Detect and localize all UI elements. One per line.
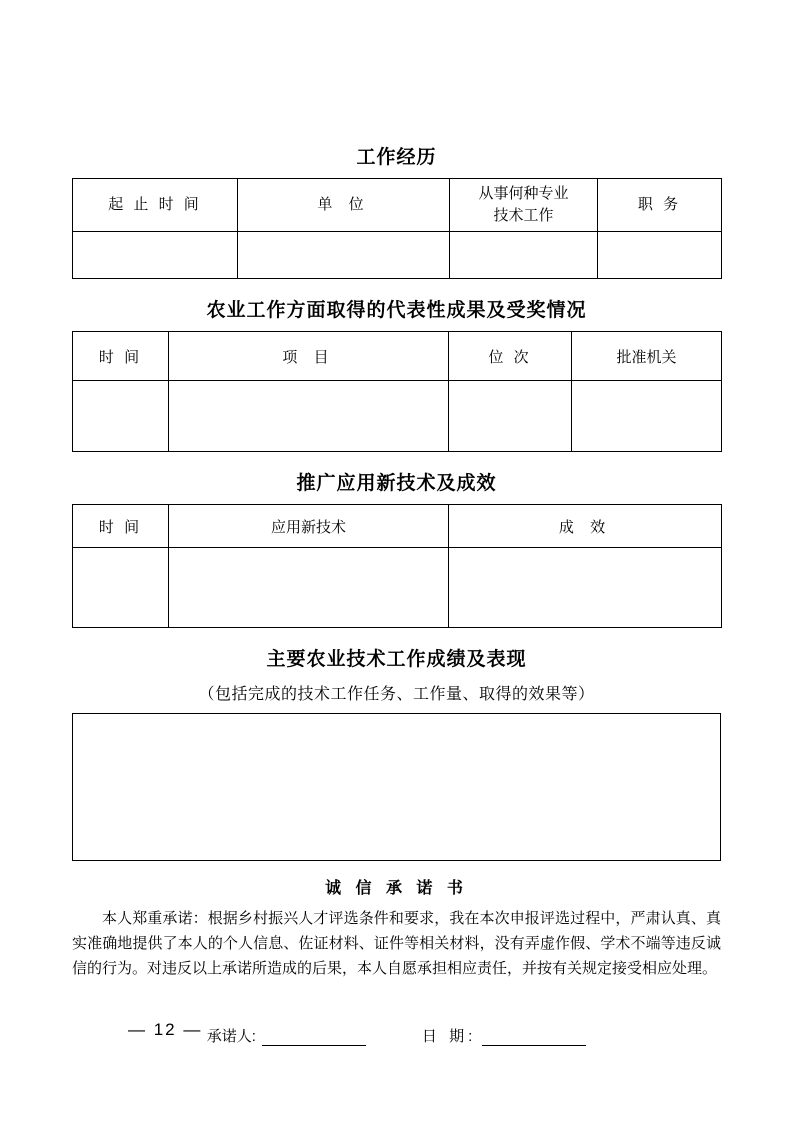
- cell-unit[interactable]: [238, 232, 450, 279]
- table-row: [73, 232, 722, 279]
- column-header-project: 项 目: [169, 332, 449, 381]
- pledge-paragraph: 本人郑重承诺：根据乡村振兴人才评选条件和要求，我在本次申报评选过程中，严肃认真、真实准确地提供了本人的个人信息、佐证材料、证件等相关材料，没有弄虚作假、学术不端等违反诚信的行为。对违反以上承诺所造成的后果，本人自愿承担相应责任，并按有关规定接受相应处理。: [72, 910, 721, 977]
- achievements-table: [72, 331, 722, 452]
- column-header-specialty-line2: 技术工作: [493, 207, 554, 224]
- signer-label: 承诺人:: [206, 1028, 256, 1045]
- table-header-row: [73, 505, 722, 548]
- column-header-effect: 成 效: [449, 505, 722, 548]
- cell-specialty[interactable]: [450, 232, 598, 279]
- column-header-specialty: [450, 179, 598, 232]
- column-header-period: 起 止 时 间: [73, 179, 238, 232]
- pledge-body: [72, 906, 721, 981]
- cell-time[interactable]: [73, 548, 169, 628]
- column-header-time: 时 间: [73, 332, 169, 381]
- cell-effect[interactable]: [449, 548, 722, 628]
- table-header-row: [73, 332, 722, 381]
- cell-position[interactable]: [598, 232, 722, 279]
- table-row: [73, 381, 722, 452]
- section-title-achievements: 农业工作方面取得的代表性成果及受奖情况: [206, 300, 587, 321]
- table-header-row: [73, 179, 722, 232]
- page-number: — 12 —: [128, 1020, 203, 1039]
- section-title-work-experience: 工作经历: [356, 147, 437, 168]
- column-header-time: 时 间: [73, 505, 169, 548]
- cell-applied-tech[interactable]: [169, 548, 449, 628]
- cell-period[interactable]: [73, 232, 238, 279]
- main-performance-textarea[interactable]: [72, 713, 721, 861]
- column-header-authority: 批准机关: [572, 332, 722, 381]
- cell-time[interactable]: [73, 381, 169, 452]
- date-label: 日 期:: [421, 1028, 477, 1045]
- new-tech-table: [72, 504, 722, 628]
- cell-authority[interactable]: [572, 381, 722, 452]
- section-title-main-performance: 主要农业技术工作成绩及表现: [266, 649, 527, 670]
- column-header-rank: 位 次: [449, 332, 572, 381]
- cell-rank[interactable]: [449, 381, 572, 452]
- column-header-position: 职 务: [598, 179, 722, 232]
- column-header-applied-tech: 应用新技术: [169, 505, 449, 548]
- column-header-specialty-line1: 从事何种专业: [478, 185, 569, 202]
- pledge-title: 诚 信 承 诺 书: [325, 880, 468, 897]
- cell-project[interactable]: [169, 381, 449, 452]
- table-row: [73, 548, 722, 628]
- main-performance-note: （包括完成的技术工作任务、工作量、取得的效果等）: [198, 686, 595, 703]
- work-experience-table: [72, 178, 722, 279]
- column-header-unit: 单 位: [238, 179, 450, 232]
- section-title-new-tech: 推广应用新技术及成效: [296, 473, 497, 494]
